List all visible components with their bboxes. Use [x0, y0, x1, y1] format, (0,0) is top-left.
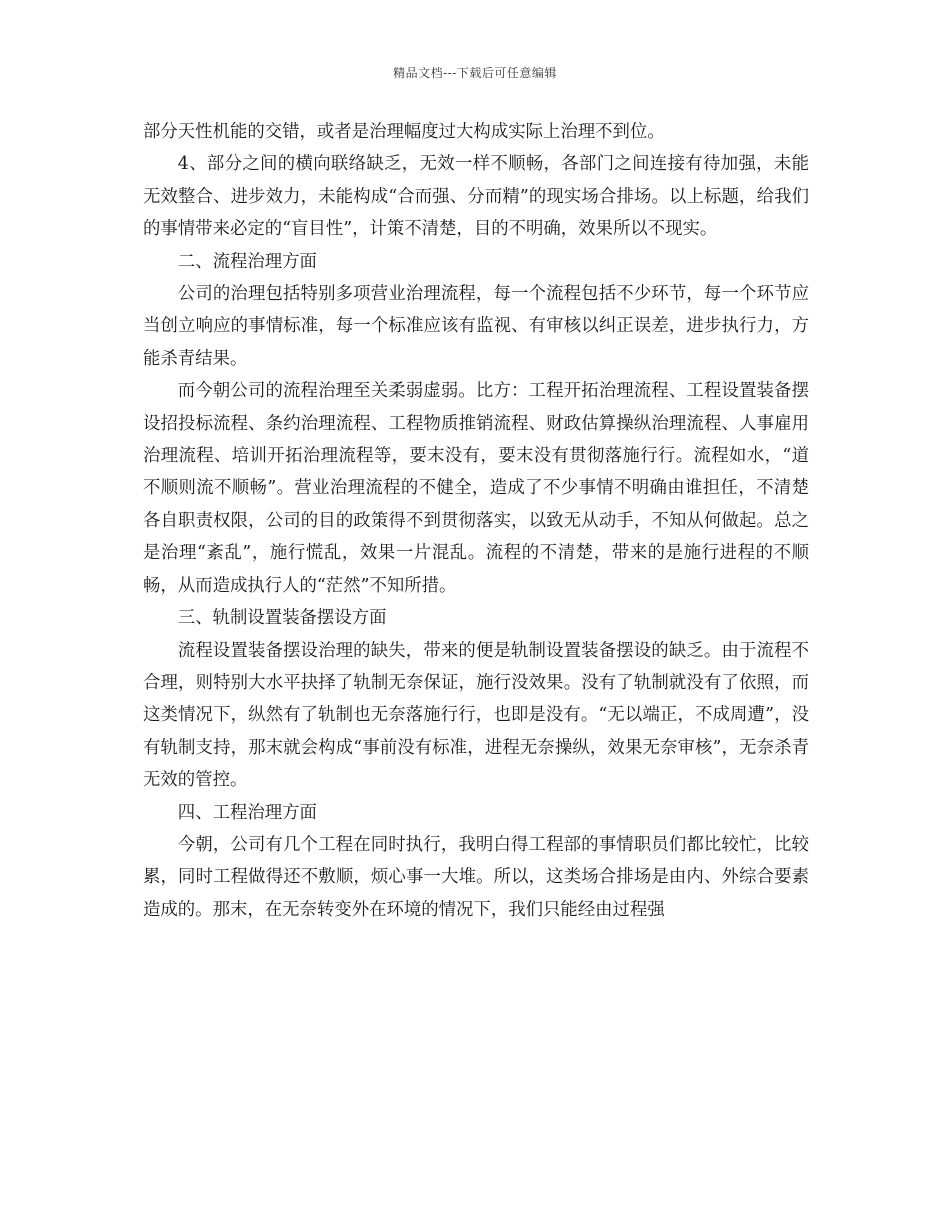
- section-heading-system: 三、轨制设置装备摆设方面: [177, 608, 387, 629]
- section-heading-process: 二、流程治理方面: [177, 251, 317, 272]
- paragraph-system: 流程设置装备摆设治理的缺失，带来的便是轨制设置装备摆设的缺乏。由于流程不合理，则特别大水平抉择了轨制无奈保证，施行没效果。没有了轨制就没有了依照，而这类情况下，纵然有了轨制也无奈落施行行，也即是没有。“无以端正，不成周遭”，没有轨制支持，那末就会构成“事前没有标准，进程无奈操纵，效果无奈审核”，无奈杀青无效的管控。: [143, 640, 809, 791]
- paragraph-item-4: 4、部分之间的横向联络缺乏，无效一样不顺畅，各部门之间连接有待加强，未能无效整合、进步效力，未能构成“合而强、分而精”的现实场合排场。以上标题，给我们的事情带来必定的“盲目性”，计策不清楚，目的不明确，效果所以不现实。: [143, 154, 809, 240]
- document-body: [143, 116, 809, 926]
- paragraph-process-issues: 而今朝公司的流程治理至关柔弱虚弱。比方：工程开拓治理流程、工程设置装备摆设招投标流程、条约治理流程、工程物质推销流程、财政估算操纵治理流程、人事雇用治理流程、培训开拓治理流程等，要末没有，要末没有贯彻落施行行。流程如水，“道不顺则流不顺畅”。营业治理流程的不健全，造成了不少事情不明确由谁担任，不清楚各自职责权限，公司的目的政策得不到贯彻落实，以致无从动手，不知从何做起。总之是治理“紊乱”，施行慌乱，效果一片混乱。流程的不清楚，带来的是施行进程的不顺畅，从而造成执行人的“茫然”不知所措。: [143, 381, 809, 596]
- paragraph-continuation: 部分天性机能的交错，或者是治理幅度过大构成实际上治理不到位。: [143, 122, 665, 142]
- page-header: 精品文档---下载后可任意编辑: [393, 66, 557, 80]
- paragraph-process-intro: 公司的治理包括特别多项营业治理流程，每一个流程包括不少环节，每一个环节应当创立响应的事情标准，每一个标准应该有监视、有审核以纠正误差，进步执行力，方能杀青结果。: [143, 284, 809, 369]
- paragraph-project: 今朝，公司有几个工程在同时执行，我明白得工程部的事情职员们都比较忙，比较累，同时工程做得还不敷顺，烦心事一大堆。所以，这类场合排场是由内、外综合要素造成的。那末，在无奈转变外在环境的情况下，我们只能经由过程强: [143, 834, 809, 920]
- section-heading-project: 四、工程治理方面: [177, 802, 317, 823]
